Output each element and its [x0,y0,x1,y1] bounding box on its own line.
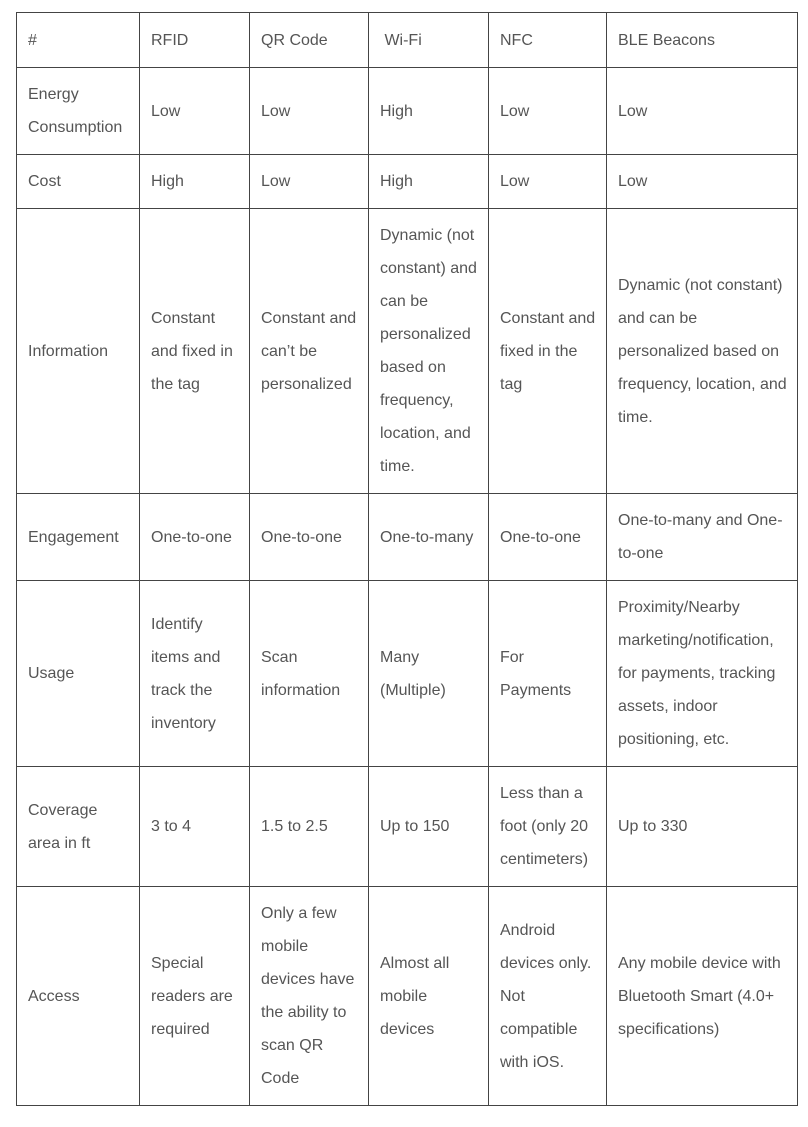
table-cell: Any mobile device with Bluetooth Smart (4.0+ specifications) [607,887,798,1106]
table-row-access [17,887,798,1106]
table-cell: One-to-many and One-to-one [607,494,798,581]
table-cell: One-to-one [489,494,607,581]
table-cell: Proximity/Nearby marketing/notification, for payments, tracking assets, indoor positioning, etc. [607,581,798,767]
table-cell: Only a few mobile devices have the ability to scan QR Code [250,887,369,1106]
table-cell: Low [250,155,369,209]
table-cell: High [369,68,489,155]
row-label-cell: Access [17,887,140,1106]
header-cell-qr-code: QR Code [250,13,369,68]
table-row-information [17,209,798,494]
table-cell: Identify items and track the inventory [140,581,250,767]
row-label-cell: Cost [17,155,140,209]
header-cell-ble-beacons: BLE Beacons [607,13,798,68]
table-cell: Up to 330 [607,767,798,887]
table-cell: Constant and fixed in the tag [140,209,250,494]
table-row-cost [17,155,798,209]
table-row-energy-consumption [17,68,798,155]
row-label-cell: Engagement [17,494,140,581]
table-cell: Up to 150 [369,767,489,887]
table-cell: Low [250,68,369,155]
table-cell: Less than a foot (only 20 centimeters) [489,767,607,887]
header-cell-nfc: NFC [489,13,607,68]
table-cell: Low [607,155,798,209]
table-row-usage [17,581,798,767]
table-row-coverage-area [17,767,798,887]
table-cell: Low [607,68,798,155]
table-cell: Almost all mobile devices [369,887,489,1106]
table-cell: Constant and can’t be personalized [250,209,369,494]
row-label-cell: Energy Consumption [17,68,140,155]
table-cell: One-to-one [250,494,369,581]
row-label-cell: Information [17,209,140,494]
table-cell: Special readers are required [140,887,250,1106]
table-cell: Many (Multiple) [369,581,489,767]
header-cell-rfid: RFID [140,13,250,68]
row-label-cell: Usage [17,581,140,767]
table-cell: 3 to 4 [140,767,250,887]
table-cell: One-to-one [140,494,250,581]
header-cell-wifi: Wi-Fi [369,13,489,68]
technology-comparison-table [16,12,798,1106]
table-cell: Low [140,68,250,155]
table-header-row [17,13,798,68]
table-cell: Dynamic (not constant) and can be personalized based on frequency, location, and time. [607,209,798,494]
table-cell: High [140,155,250,209]
table-cell: Scan information [250,581,369,767]
table-cell: Constant and fixed in the tag [489,209,607,494]
table-cell: One-to-many [369,494,489,581]
header-cell-index: # [17,13,140,68]
table-cell: High [369,155,489,209]
table-row-engagement [17,494,798,581]
table-cell: Android devices only. Not compatible with iOS. [489,887,607,1106]
table-cell: Dynamic (not constant) and can be personalized based on frequency, location, and time. [369,209,489,494]
row-label-cell: Coverage area in ft [17,767,140,887]
table-cell: 1.5 to 2.5 [250,767,369,887]
table-cell: For Payments [489,581,607,767]
table-cell: Low [489,155,607,209]
table-cell: Low [489,68,607,155]
